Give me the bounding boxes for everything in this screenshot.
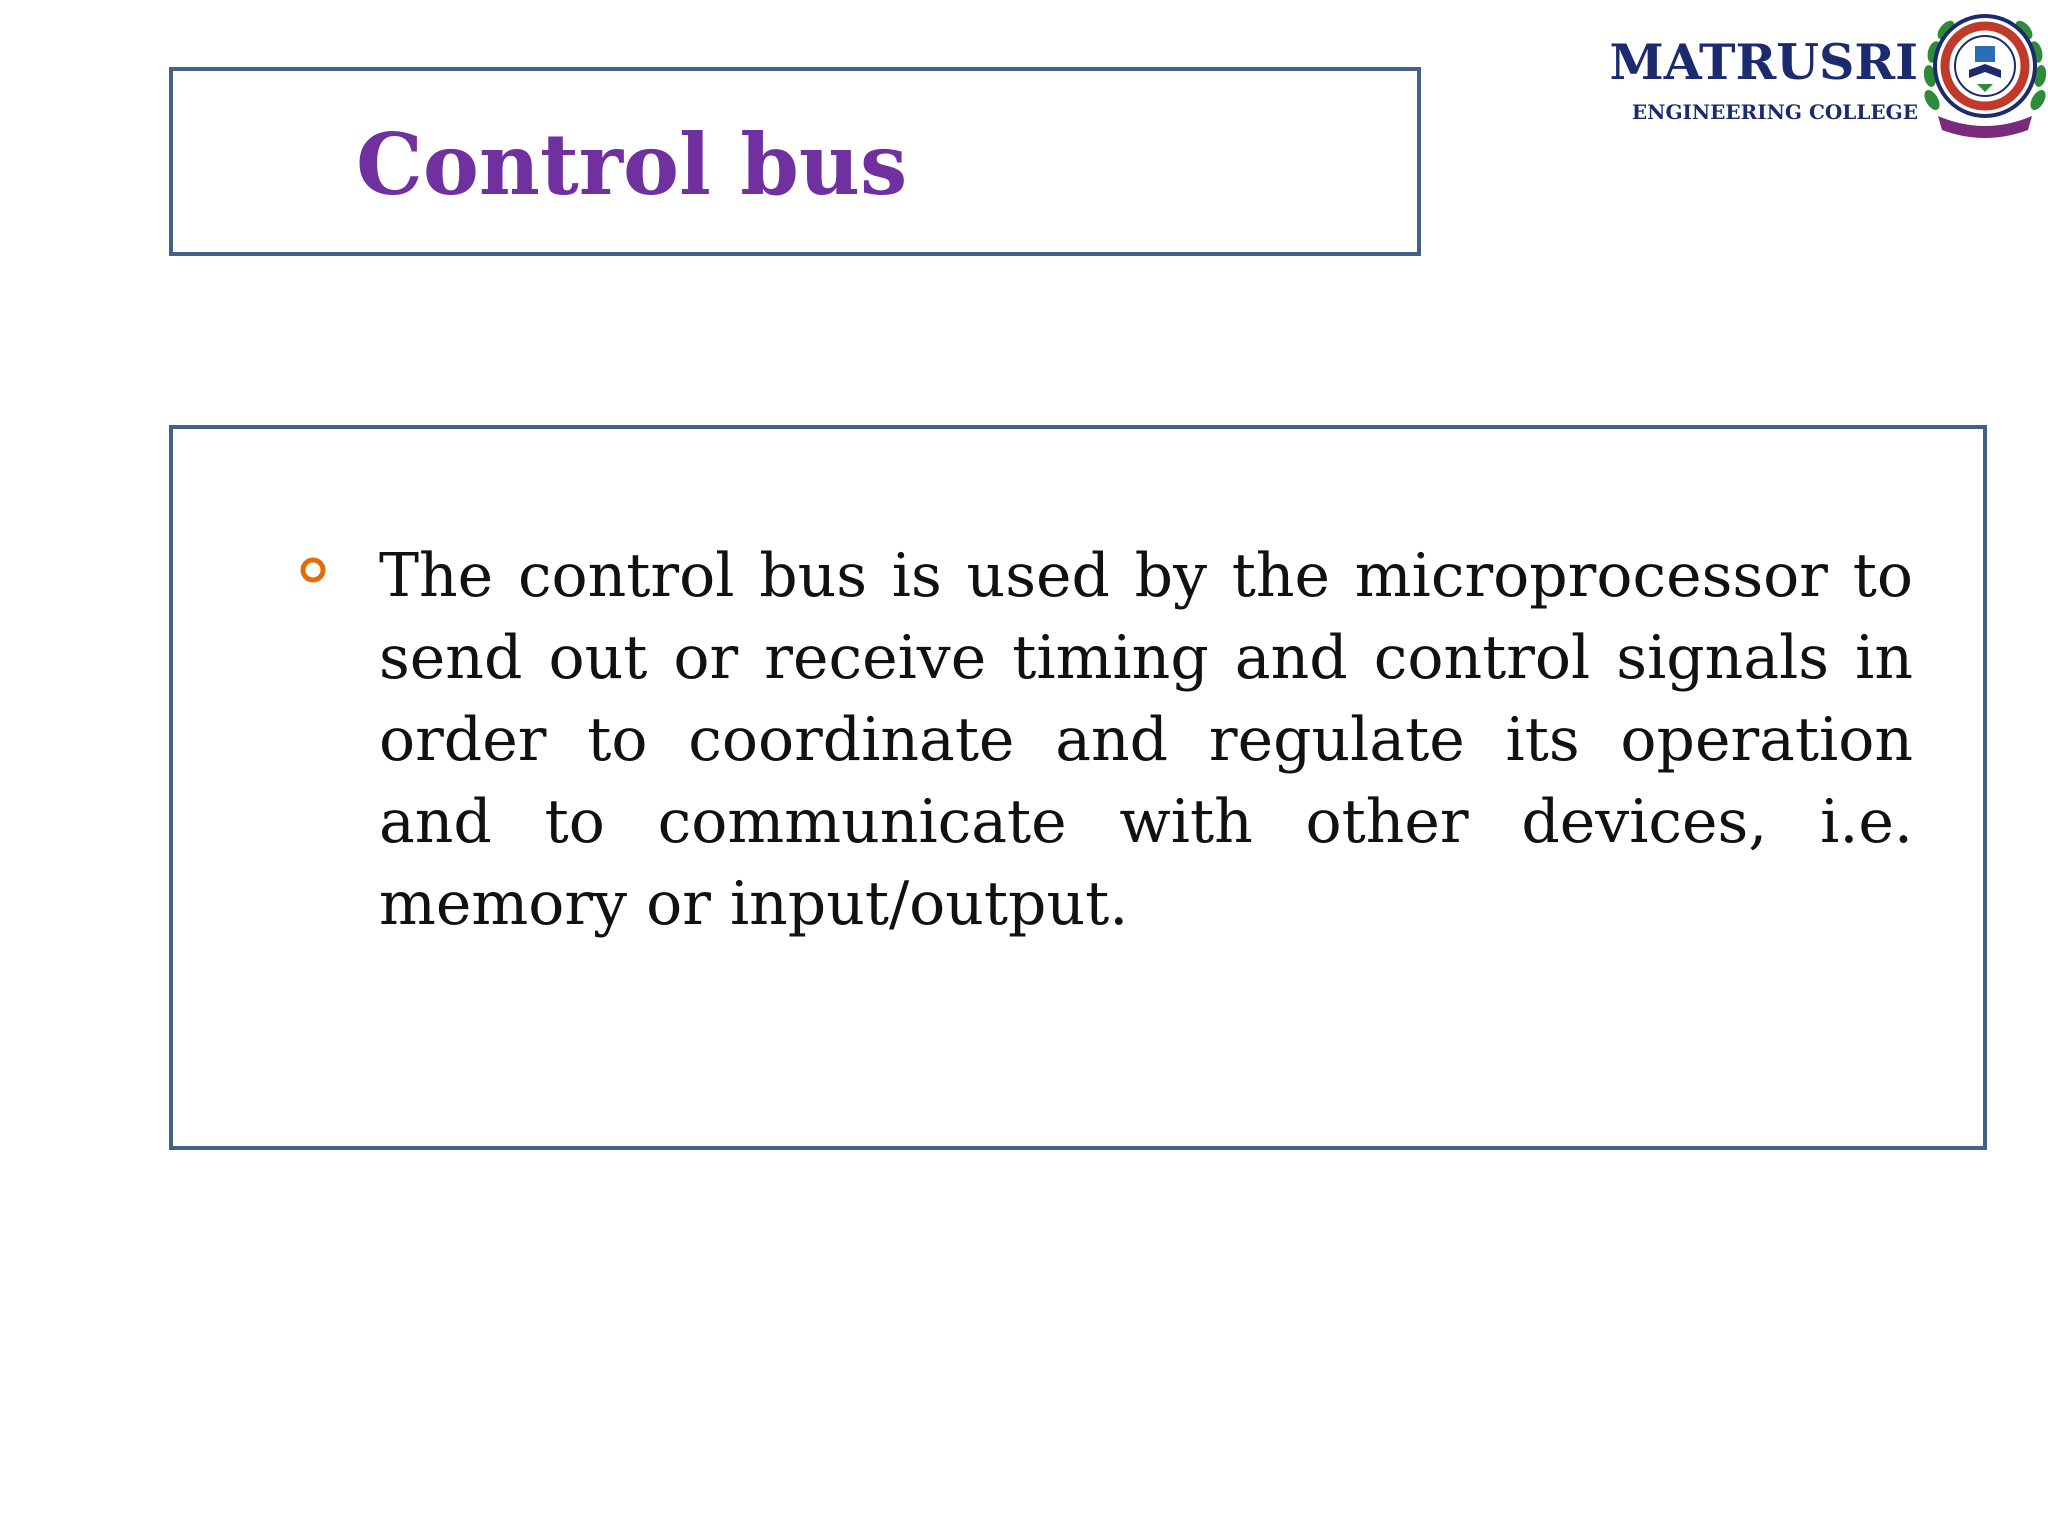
slide-title: Control bus (356, 115, 908, 214)
title-box (169, 67, 1421, 256)
college-seal-icon (1924, 4, 2046, 146)
college-logo (1600, 4, 2046, 146)
logo-subtitle: ENGINEERING COLLEGE (1631, 100, 1918, 124)
list-item (379, 535, 1913, 945)
content-box (169, 425, 1987, 1150)
logo-name: MATRUSRI (1609, 33, 1918, 91)
hollow-circle-bullet-icon (300, 557, 326, 583)
bullet-text: The control bus is used by the microprocessor to send out or receive timing and control signals in order to coordinate and regulate its operation and to communicate with other devices, i.e. memory or input/output. (379, 541, 1913, 939)
